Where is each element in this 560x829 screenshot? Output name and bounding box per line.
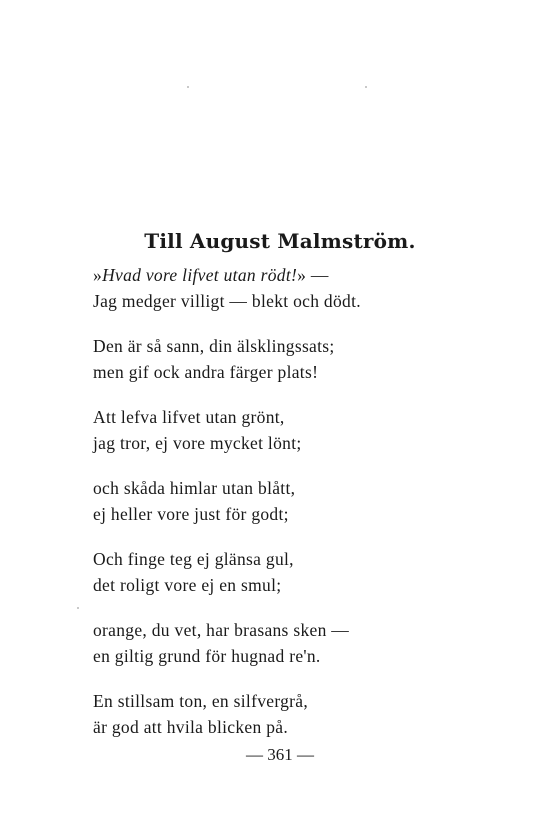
poem-line: ej heller vore just för godt; [93, 504, 289, 524]
poem-title: Till August Malmström. [144, 229, 416, 253]
page-number: — 361 — [246, 745, 314, 764]
poem-line: En stillsam ton, en silfvergrå, [93, 691, 309, 711]
poem-line: och skåda himlar utan blått, [93, 478, 296, 498]
stanza [93, 262, 533, 314]
paper-speck [187, 86, 189, 88]
poem-line: Och finge teg ej glänsa gul, [93, 549, 294, 569]
paper-speck [77, 607, 79, 609]
poem-line: jag tror, ej vore mycket lönt; [93, 433, 302, 453]
stanza [93, 475, 533, 527]
stanza [93, 546, 533, 598]
quote-close-mark: » — [297, 265, 329, 285]
poem-line: men gif ock andra färger plats! [93, 362, 319, 382]
poem-line: en giltig grund för hugnad re'n. [93, 646, 321, 666]
stanza [93, 617, 533, 669]
poem-line: orange, du vet, har brasans sken — [93, 620, 350, 640]
quoted-phrase: Hvad vore lifvet utan rödt! [102, 265, 298, 285]
stanza [93, 404, 533, 456]
poem-line: Jag medger villigt — blekt och dödt. [93, 291, 361, 311]
poem-body [93, 262, 533, 759]
poem-line: Den är så sann, din älsklingssats; [93, 336, 335, 356]
stanza [93, 688, 533, 740]
paper-speck [365, 86, 367, 88]
poem-line: det roligt vore ej en smul; [93, 575, 282, 595]
stanza [93, 333, 533, 385]
poem-line: Att lefva lifvet utan grönt, [93, 407, 285, 427]
quote-open-mark: » [93, 265, 103, 285]
poem-line [93, 262, 533, 288]
poem-line: är god att hvila blicken på. [93, 717, 289, 737]
